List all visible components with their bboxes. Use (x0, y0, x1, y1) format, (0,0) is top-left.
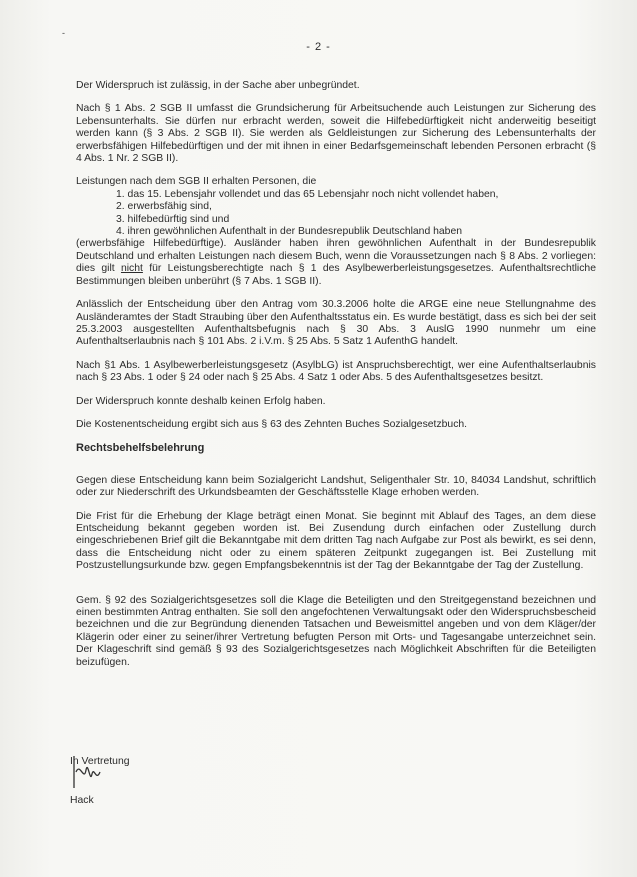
paragraph-6: Der Widerspruch konnte deshalb keinen Erfolg haben. (76, 395, 326, 407)
corner-mark: - (62, 28, 65, 38)
tail-text-b: für Leistungsberechtigte nach § 1 des Asylbewerberleistungsgesetzes. Aufenthaltsrechtliche Bestimmungen bleiben unberührt (§ 7 Abs. 1 SGB II). (76, 263, 596, 287)
requirements-list (76, 189, 596, 239)
paragraph-5: Nach §1 Abs. 1 Asylbewerberleistungsgesetz (AsylbLG) ist Anspruchsberechtigt, wer eine Aufenthaltserlaubnis nach § 23 Abs. 1 oder § 24 oder nach § 25 Abs. 4 Satz 1 oder Abs. 5 des Aufenthaltsgesetzes besitzt. (76, 359, 596, 384)
paragraph-8: Gegen diese Entscheidung kann beim Sozialgericht Landshut, Seligenthaler Str. 10, 84034 Landshut, schriftlich oder zur Niederschrift des Urkundsbeamten der Geschäftsstelle Klage erhoben werden. (76, 474, 596, 499)
list-item: 2. erwerbsfähig sind, (116, 201, 212, 213)
paragraph-4: Anlässlich der Entscheidung über den Antrag vom 30.3.2006 holte die ARGE eine neue Stellungnahme des Ausländeramtes der Stadt Straubing über den Aufenthaltsstatus ein. Es wurde bestätigt, dass es sich bei der seit 25.3.2003 ausgestellten Aufenthaltsbefugnis nach § 30 Abs. 3 AuslG 1990 nunmehr um eine Aufenthaltserlaubnis nach § 101 Abs. 2 i.V.m. § 25 Abs. 5 Satz 1 AufenthG handelt. (76, 299, 596, 348)
list-item: 1. das 15. Lebensjahr vollendet und das 65 Lebensjahr noch nicht vollendet haben, (116, 188, 499, 200)
paragraph-3-tail (76, 238, 596, 288)
underlined-word: nicht (120, 263, 143, 275)
paragraph-2: Nach § 1 Abs. 2 SGB II umfasst die Grundsicherung für Arbeitsuchende auch Leistungen zur Sicherung des Lebensunterhalts. Sie dürfen nur erbracht werden, soweit die Hilfebedürftigkeit nicht anderweitig beseitigt werden kann (§ 3 Abs. 2 SGB II). Sie werden als Geldleistungen zur Sicherung des Lebensunterhalts der erwerbsfähigen Hilfebedürftigen und der mit ihnen in einer Bedarfsgemeinschaft lebenden Personen erbracht (§ 4 Abs. 1 Nr. 2 SGB II). (76, 103, 596, 165)
section-heading: Rechtsbehelfsbelehrung (76, 442, 205, 455)
paragraph-1: Der Widerspruch ist zulässig, in der Sache aber unbegründet. (76, 80, 360, 91)
list-item: 3. hilfebedürftig sind und (116, 213, 230, 225)
signature-block (70, 756, 130, 808)
paragraph-9: Die Frist für die Erhebung der Klage beträgt einen Monat. Sie beginnt mit Ablauf des Tages, an dem diese Entscheidung bekannt gegeben worden ist. Bei Zusendung durch einfachen oder Zustellung durch eingeschriebenen Brief gilt die Bekanntgabe mit dem dritten Tag nach Aufgabe zur Post als bewirkt, es sei denn, dass die Entscheidung nicht oder zu einem späteren Zeitpunkt zugegangen ist. Bei Zustellung mit Postzustellungsurkunde bzw. gegen Empfangsbekenntnis ist der Tag der Bekanntgabe der Tag der Zustellung. (76, 510, 596, 572)
page-number: - 2 - (306, 41, 331, 53)
letter-body (76, 80, 596, 680)
signature-line: In Vertretung (70, 756, 130, 767)
tail-text-a: (erwerbsfähige Hilfebedürftige). Ausländer haben ihren gewöhnlichen Aufenthalt in der Bundesrepublik Deutschland und erhalten Leistungen nach diesem Buch, wenn die Voraussetzungen nach § 8 Abs. 2 vorliegen: dies gilt (76, 238, 596, 275)
handwritten-signature (70, 752, 110, 792)
signature-name: Hack (70, 795, 94, 807)
paragraph-7: Die Kostenentscheidung ergibt sich aus § 63 des Zehnten Buches Sozialgesetzbuch. (76, 418, 468, 430)
list-item: 4. ihren gewöhnlichen Aufenthalt in der Bundesrepublik Deutschland haben (116, 226, 463, 238)
paragraph-3-intro: Leistungen nach dem SGB II erhalten Personen, die (76, 176, 317, 188)
paragraph-10: Gem. § 92 des Sozialgerichtsgesetzes soll die Klage die Beteiligten und den Streitgegenstand bezeichnen und einen bestimmten Antrag enthalten. Sie soll den angefochtenen Verwaltungsakt oder den Widerspruchsbescheid bezeichnen und die zur Begründung dienenden Tatsachen und Beweismittel angeben und von dem Kläger/der Klägerin oder einer zu seiner/ihrer Vertretung befugten Person mit Orts- und Tagesangabe unterzeichnet sein. Der Klageschrift sind gemäß § 93 des Sozialgerichtsgesetzes nach Möglichkeit Abschriften für die Beteiligten beizufügen. (76, 594, 596, 668)
